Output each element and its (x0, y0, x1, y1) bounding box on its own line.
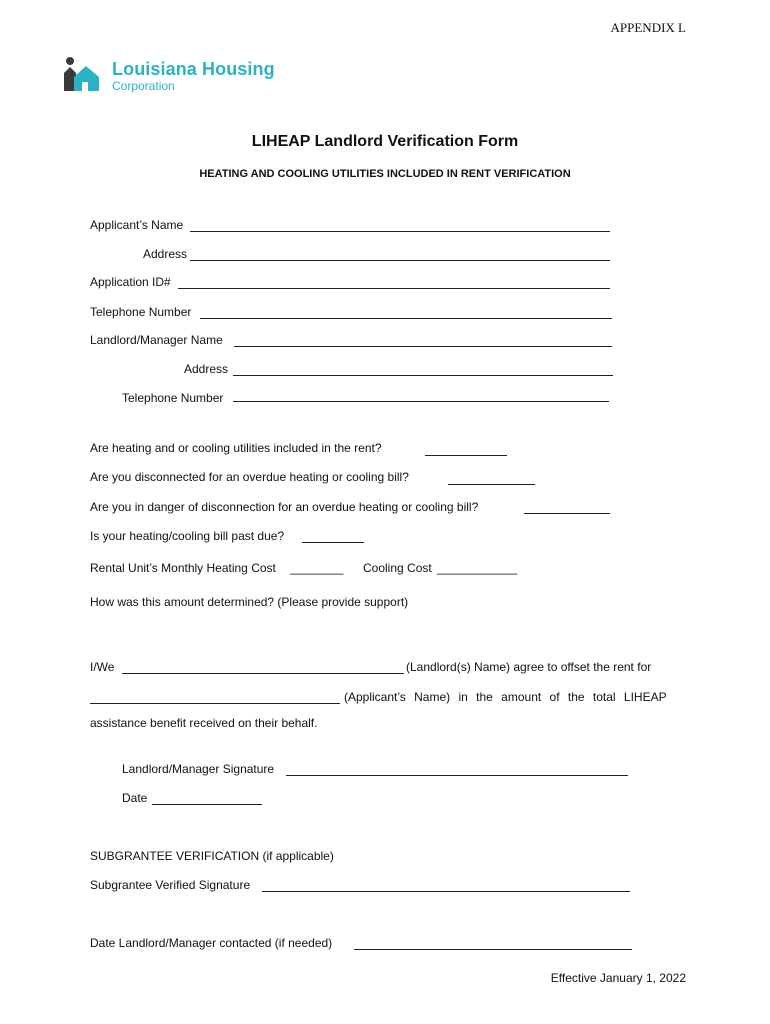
form-title: LIHEAP Landlord Verification Form (251, 133, 519, 150)
date-label: Date (122, 791, 148, 805)
landlord-address-label: Address (184, 362, 229, 376)
effective-date: Effective January 1, 2022 (550, 971, 686, 985)
landlord-phone-label: Telephone Number (122, 391, 224, 405)
agreement-applicant-text: (Applicant’s Name) in the amount of the total LIHEAP (344, 690, 667, 704)
date-field[interactable] (152, 804, 262, 805)
question-utilities-included: Are heating and or cooling utilities included in the rent? (90, 441, 382, 455)
answer-utilities-included[interactable] (425, 455, 507, 456)
landlord-name-label: Landlord/Manager Name (90, 333, 223, 347)
heating-cost-label: Rental Unit’s Monthly Heating Cost (90, 561, 276, 575)
date-contacted-field[interactable] (354, 949, 632, 950)
applicant-phone-label: Telephone Number (90, 305, 192, 319)
amount-determined-label: How was this amount determined? (Please provide support) (90, 595, 409, 609)
logo-subtitle: Corporation (112, 79, 175, 93)
house-icon (62, 55, 102, 93)
landlord-phone-field[interactable] (233, 401, 609, 402)
answer-past-due[interactable] (302, 542, 364, 543)
cooling-cost-label: Cooling Cost (363, 561, 432, 575)
cooling-cost-field[interactable]: ____________ (437, 561, 518, 575)
appendix-label: APPENDIX L (610, 20, 686, 35)
landlords-name-field[interactable] (122, 673, 404, 674)
applicant-name-field[interactable] (190, 231, 610, 232)
agreement-benefit-text: assistance benefit received on their behalf. (90, 716, 318, 730)
applicant-name-label: Applicant’s Name (90, 218, 184, 232)
application-id-label: Application ID# (90, 275, 171, 289)
answer-danger-disconnection[interactable] (524, 513, 610, 514)
application-id-field[interactable] (178, 288, 610, 289)
heating-cost-field[interactable]: ________ (290, 561, 344, 575)
logo-title: Louisiana Housing (112, 59, 275, 79)
subgrantee-signature-field[interactable] (262, 891, 630, 892)
landlord-signature-field[interactable] (286, 775, 628, 776)
date-contacted-label: Date Landlord/Manager contacted (if needed) (90, 936, 333, 950)
landlord-name-field[interactable] (234, 346, 612, 347)
question-danger-disconnection: Are you in danger of disconnection for an overdue heating or cooling bill? (90, 500, 479, 514)
question-disconnected: Are you disconnected for an overdue heating or cooling bill? (90, 470, 409, 484)
applicant-phone-field[interactable] (200, 318, 612, 319)
agreement-landlord-text: (Landlord(s) Name) agree to offset the rent for (406, 660, 652, 674)
agreement-iwe-label: I/We (90, 660, 115, 674)
question-past-due: Is your heating/cooling bill past due? (90, 529, 285, 543)
landlord-signature-label: Landlord/Manager Signature (122, 762, 275, 776)
subgrantee-signature-label: Subgrantee Verified Signature (90, 878, 251, 892)
form-subtitle: HEATING AND COOLING UTILITIES INCLUDED IN RENT VERIFICATION (199, 168, 571, 180)
applicant-address-field[interactable] (190, 260, 610, 261)
subgrantee-heading: SUBGRANTEE VERIFICATION (if applicable) (90, 849, 334, 863)
applicants-name-field[interactable] (90, 703, 340, 704)
applicant-address-label: Address (143, 247, 188, 261)
landlord-address-field[interactable] (233, 375, 613, 376)
answer-disconnected[interactable] (448, 484, 535, 485)
